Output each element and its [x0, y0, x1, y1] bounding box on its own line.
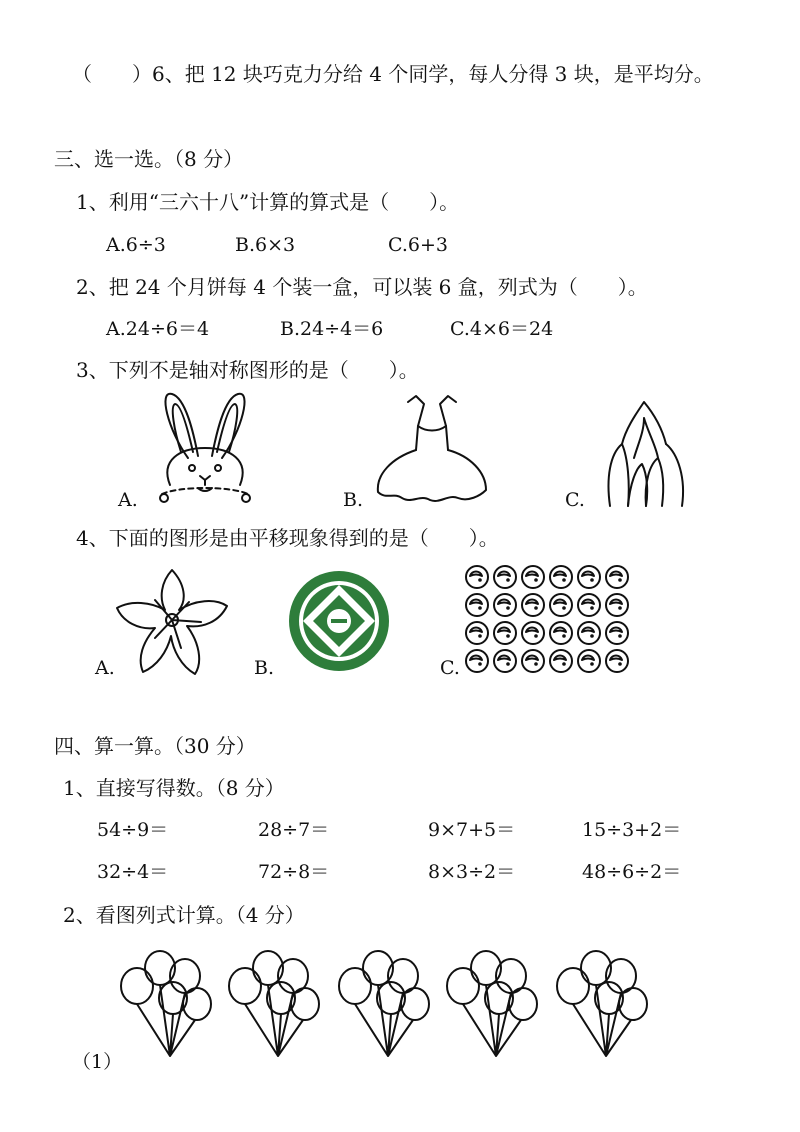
- q3-2-option-b: B.24÷4＝6: [280, 318, 384, 340]
- section-4-title: 四、算一算。（30 分）: [54, 734, 256, 758]
- sub-question-1: （1）: [72, 1051, 123, 1073]
- question-4-2: 2、看图列式计算。（4 分）: [63, 903, 305, 927]
- dress-figure: [372, 392, 492, 504]
- calc-item: 32÷4＝: [97, 861, 169, 883]
- round-emblem-figure: [287, 569, 391, 673]
- q3-3-label-a: A.: [118, 489, 138, 511]
- question-4-1: 1、直接写得数。（8 分）: [63, 776, 285, 800]
- rabbit-figure: [150, 390, 260, 505]
- calc-item: 72÷8＝: [258, 861, 330, 883]
- translation-pattern-figure: [460, 562, 630, 680]
- q3-4-label-a: A.: [95, 657, 115, 679]
- calc-item: 9×7+5＝: [428, 819, 516, 841]
- q3-3-label-b: B.: [343, 489, 364, 511]
- flower-figure: [115, 566, 230, 678]
- q3-2-option-c: C.4×6＝24: [450, 318, 554, 340]
- true-false-item-6: （ ）6、把 12 块巧克力分给 4 个同学，每人分得 3 块，是平均分。: [72, 62, 714, 86]
- q3-1-option-a: A.6÷3: [106, 234, 166, 256]
- question-3-2: 2、把 24 个月饼每 4 个装一盒，可以装 6 盒，列式为（ ）。: [76, 275, 648, 299]
- calc-item: 8×3÷2＝: [428, 861, 516, 883]
- section-3-title: 三、选一选。（8 分）: [54, 147, 244, 171]
- calc-item: 28÷7＝: [258, 819, 330, 841]
- q3-2-option-a: A.24÷6＝4: [106, 318, 210, 340]
- q3-1-option-b: B.6×3: [235, 234, 296, 256]
- q3-4-label-b: B.: [254, 657, 275, 679]
- calc-item: 54÷9＝: [97, 819, 169, 841]
- calc-item: 15÷3+2＝: [582, 819, 682, 841]
- calc-item: 48÷6÷2＝: [582, 861, 682, 883]
- question-3-1: 1、利用“三六十八”计算的算式是（ ）。: [76, 190, 460, 214]
- balloon-bunches-figure: [115, 946, 675, 1064]
- question-3-3: 3、下列不是轴对称图形的是（ ）。: [76, 358, 419, 382]
- bamboo-shoot-figure: [600, 398, 695, 506]
- q3-4-label-c: C.: [440, 657, 460, 679]
- question-3-4: 4、下面的图形是由平移现象得到的是（ ）。: [76, 526, 499, 550]
- q3-3-label-c: C.: [565, 489, 585, 511]
- q3-1-option-c: C.6+3: [388, 234, 448, 256]
